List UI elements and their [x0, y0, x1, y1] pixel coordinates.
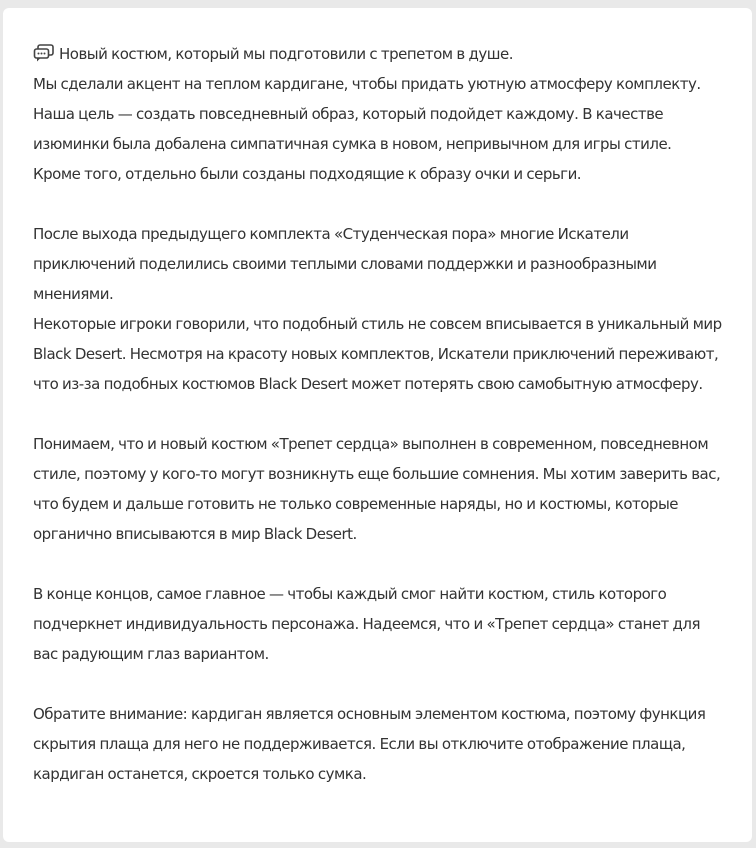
intro-line-4: Кроме того, отдельно были созданы подходящие к образу очки и серьги.	[33, 165, 582, 183]
article-card	[3, 8, 752, 842]
feedback-paragraph-2: Некоторые игроки говорили, что подобный стиль не совсем вписывается в уникальный мир Black Desert. Несмотря на красоту новых комплектов, Искатели приключений переживают, что из-за подобных костюмов Black Desert может потерять свою самобытную атмосферу.	[33, 315, 722, 393]
article-body	[33, 39, 722, 789]
note-paragraph: Обратите внимание: кардиган является основным элементом костюма, поэтому функция скрытия плаща для него не поддерживается. Если вы отключите отображение плаща, кардиган останется, скроется только сумка.	[33, 705, 706, 783]
speech-bubble-icon	[33, 42, 55, 60]
response-paragraph: Понимаем, что и новый костюм «Трепет сердца» выполнен в современном, повседневном стиле, поэтому у кого-то могут возникнуть еще большие сомнения. Мы хотим заверить вас, что будем и дальше готовить не только современные наряды, но и костюмы, которые органично вписываются в мир Black Desert.	[33, 435, 721, 543]
intro-line-3: Наша цель — создать повседневный образ, который подойдет каждому. В качестве изюминки была добалена симпатичная сумка в новом, непривычном для игры стиле.	[33, 105, 672, 153]
conclusion-paragraph: В конце концов, самое главное — чтобы каждый смог найти костюм, стиль которого подчеркнет индивидуальность персонажа. Надеемся, что и «Трепет сердца» станет для вас радующим глаз вариантом.	[33, 585, 701, 663]
intro-line-2: Мы сделали акцент на теплом кардигане, чтобы придать уютную атмосферу комплекту.	[33, 75, 701, 93]
feedback-paragraph-1: После выхода предыдущего комплекта «Студенческая пора» многие Искатели приключений поделились своими теплыми словами поддержки и разнообразными мнениями.	[33, 225, 657, 303]
intro-line-1: Новый костюм, который мы подготовили с трепетом в душе.	[33, 39, 722, 69]
